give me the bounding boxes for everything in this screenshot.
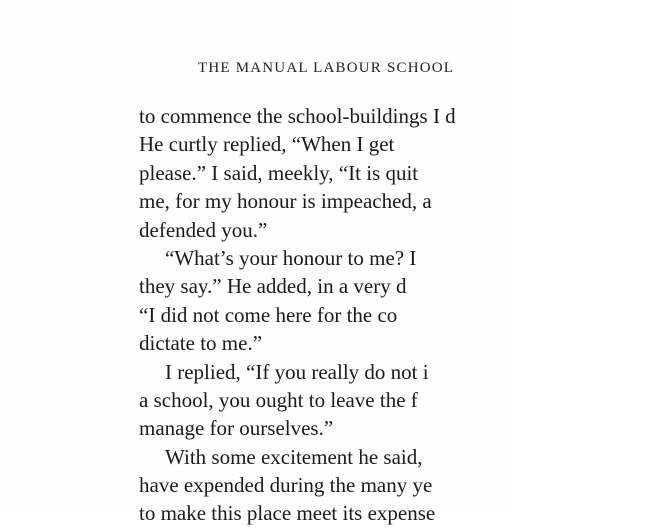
text-line: defended you.”: [139, 217, 268, 242]
text-line: dictate to me.”: [139, 331, 263, 356]
text-line: “I did not come here for the co: [139, 302, 398, 327]
text-line: to commence the school-buildings I d: [139, 104, 456, 128]
text-line: please.” I said, meekly, “It is quit: [139, 160, 419, 185]
text-line: I replied, “If you really do not i: [165, 359, 429, 384]
text-line: they say.” He added, in a very d: [139, 274, 407, 299]
text-line: to make this place meet its expense: [139, 501, 436, 526]
body-text: [139, 102, 659, 528]
text-line: With some excitement he said,: [165, 444, 423, 469]
text-line: manage for ourselves.”: [139, 416, 334, 441]
text-line: He curtly replied, “When I get: [139, 132, 395, 157]
running-header: THE MANUAL LABOUR SCHOOL: [198, 60, 455, 76]
text-line: a school, you ought to leave the f: [139, 387, 418, 412]
text-line: “What’s your honour to me? I: [165, 245, 417, 270]
text-line: have expended during the many ye: [139, 473, 433, 498]
text-line: me, for my honour is impeached, a: [139, 189, 432, 214]
